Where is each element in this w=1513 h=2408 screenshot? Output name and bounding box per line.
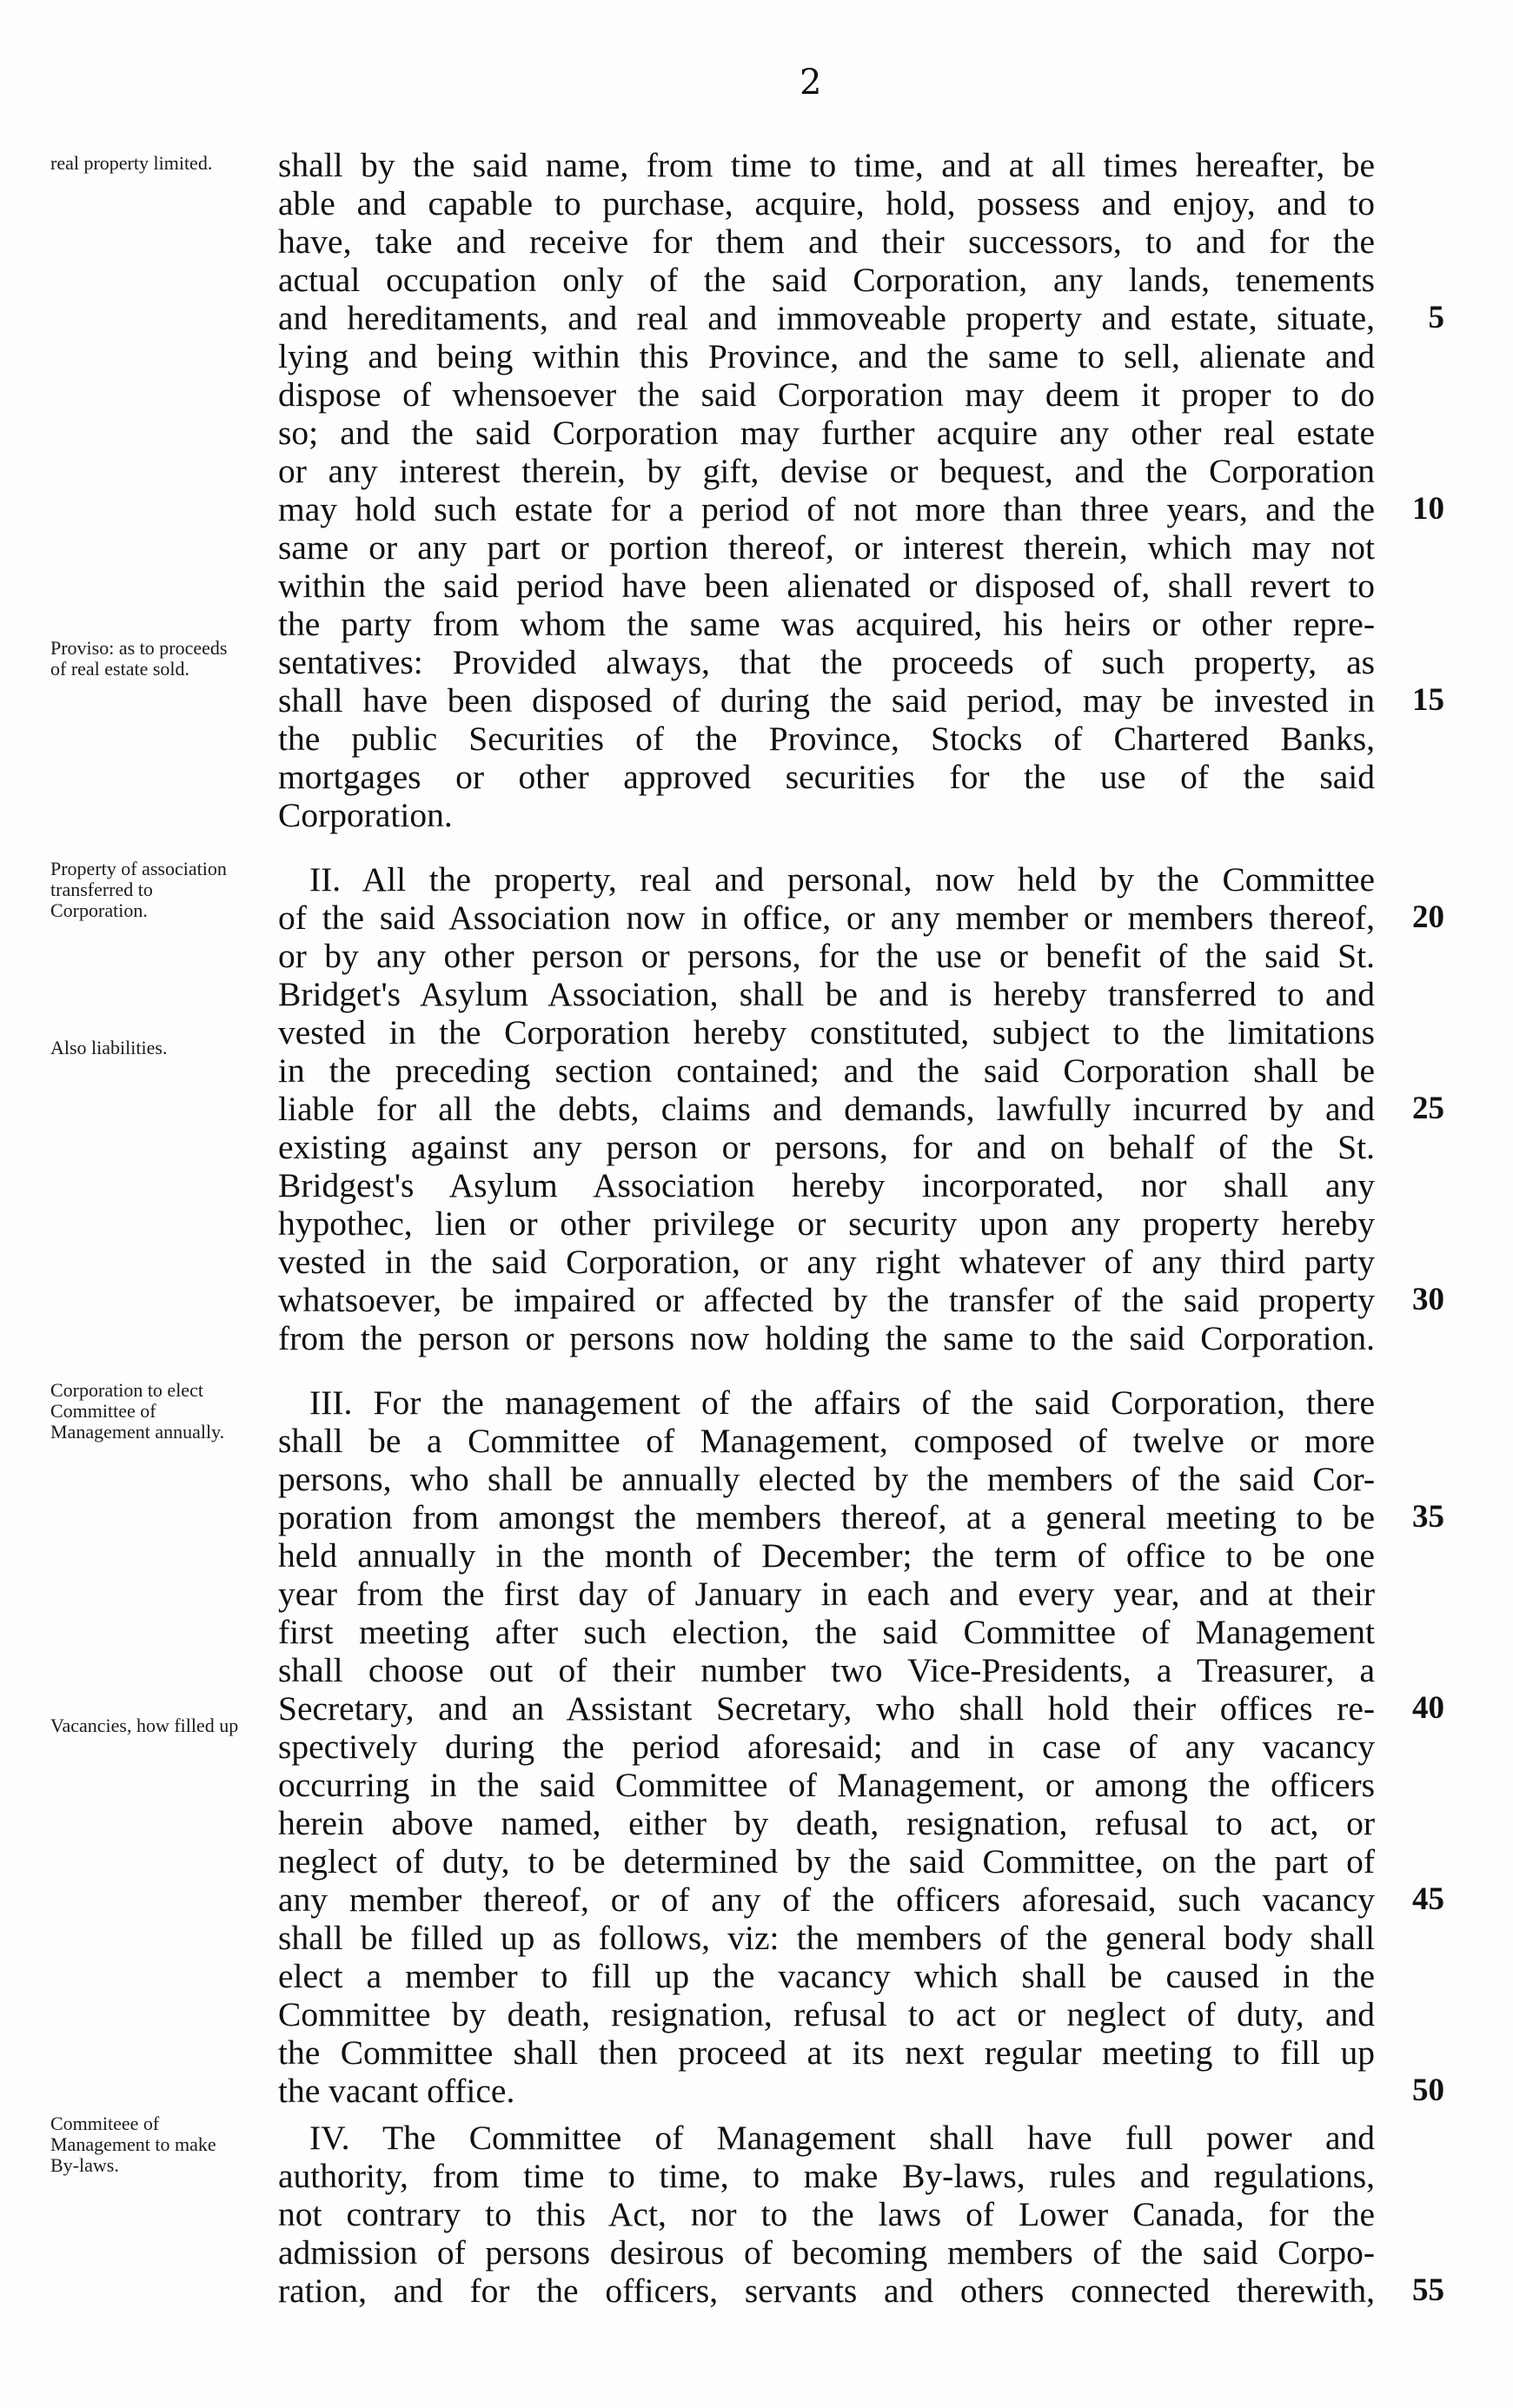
text-line: liable for all the debts, claims and demands, lawfully incurred by and [278,1090,1375,1128]
text-line: so; and the said Corporation may further acquire any other real estate [278,414,1375,452]
line-number: 20 [1412,899,1444,935]
text-line: sentatives: Provided always, that the proceeds of such property, as [278,643,1375,681]
text-line: first meeting after such election, the said Committee of Management [278,1613,1375,1651]
line-number: 50 [1412,2073,1444,2108]
text-line: shall be filled up as follows, viz: the members of the general body shall [278,1919,1375,1957]
text-line: shall by the said name, from time to time, and at all times hereafter, be [278,146,1375,184]
text-line: IV. The Committee of Management shall have full power and [309,2119,1375,2157]
text-line: hypothec, lien or other privilege or security upon any property hereby [278,1204,1375,1243]
margin-note: Also liabilities. [50,1037,168,1058]
text-line: elect a member to fill up the vacancy which shall be caused in the [278,1957,1375,1995]
text-line: any member thereof, or of any of the officers aforesaid, such vacancy [278,1881,1375,1919]
text-line: dispose of whensoever the said Corporation may deem it proper to do [278,375,1375,414]
line-number: 35 [1412,1499,1444,1535]
text-line: vested in the Corporation hereby constituted, subject to the limitations [278,1013,1375,1051]
text-line: may hold such estate for a period of not more than three years, and the [278,490,1375,528]
text-line: in the preceding section contained; and the said Corporation shall be [278,1051,1375,1090]
text-line: from the person or persons now holding the same to the said Corporation. [278,1319,1375,1357]
margin-note: Commiteee of Management to make By-laws. [50,2113,216,2176]
text-line: shall be a Committee of Management, composed of twelve or more [278,1422,1375,1460]
text-line: III. For the management of the affairs of the said Corporation, there [309,1383,1375,1422]
margin-note: Vacancies, how filled up [50,1715,239,1736]
text-line: II. All the property, real and personal, now held by the Committee [309,860,1375,899]
text-line: whatsoever, be impaired or affected by the transfer of the said property [278,1281,1375,1319]
text-line: shall choose out of their number two Vice-Presidents, a Treasurer, a [278,1651,1375,1689]
text-line: Bridgest's Asylum Association hereby incorporated, nor shall any [278,1166,1375,1204]
text-line: the party from whom the same was acquired, his heirs or other repre- [278,605,1375,643]
text-line: Corporation. [278,796,453,834]
text-line: and hereditaments, and real and immoveable property and estate, situate, [278,299,1375,337]
page-number: 2 [800,63,822,103]
line-number: 55 [1412,2272,1444,2308]
text-line: lying and being within this Province, and the same to sell, alienate and [278,337,1375,375]
margin-note: real property limited. [50,152,213,174]
text-line: shall have been disposed of during the said period, may be invested in [278,681,1375,720]
text-line: or any interest therein, by gift, devise or bequest, and the Corporation [278,452,1375,490]
text-line: Secretary, and an Assistant Secretary, who shall hold their offices re- [278,1689,1375,1728]
text-line: mortgages or other approved securities for the use of the said [278,758,1375,796]
text-line: actual occupation only of the said Corporation, any lands, tenements [278,261,1375,299]
line-number: 15 [1412,682,1444,718]
text-line: vested in the said Corporation, or any right whatever of any third party [278,1243,1375,1281]
line-number: 40 [1412,1690,1444,1726]
text-line: authority, from time to time, to make By-laws, rules and regulations, [278,2157,1375,2195]
line-number: 45 [1412,1881,1444,1917]
text-line: ration, and for the officers, servants and others connected therewith, [278,2272,1375,2310]
text-line: Committee by death, resignation, refusal to act or neglect of duty, and [278,1995,1375,2033]
text-line: poration from amongst the members thereof, at a general meeting to be [278,1498,1375,1536]
line-number: 5 [1428,300,1444,335]
text-line: neglect of duty, to be determined by the said Committee, on the part of [278,1842,1375,1881]
text-line: the public Securities of the Province, Stocks of Chartered Banks, [278,720,1375,758]
line-number: 30 [1412,1282,1444,1317]
text-line: year from the first day of January in each and every year, and at their [278,1575,1375,1613]
text-line: not contrary to this Act, nor to the laws of Lower Canada, for the [278,2195,1375,2233]
margin-note: Property of association transferred to Corporation. [50,858,227,921]
text-line: have, take and receive for them and their successors, to and for the [278,222,1375,261]
text-line: the vacant office. [278,2072,515,2110]
margin-note: Proviso: as to proceeds of real estate sold. [50,637,228,680]
text-line: of the said Association now in office, or any member or members thereof, [278,899,1375,937]
text-line: herein above named, either by death, resignation, refusal to act, or [278,1804,1375,1842]
text-line: or by any other person or persons, for the use or benefit of the said St. [278,937,1375,975]
text-line: same or any part or portion thereof, or interest therein, which may not [278,528,1375,567]
line-number: 10 [1412,491,1444,527]
text-line: occurring in the said Committee of Management, or among the officers [278,1766,1375,1804]
text-line: able and capable to purchase, acquire, hold, possess and enjoy, and to [278,184,1375,222]
text-line: Bridget's Asylum Association, shall be and is hereby transferred to and [278,975,1375,1013]
text-line: spectively during the period aforesaid; and in case of any vacancy [278,1728,1375,1766]
text-line: persons, who shall be annually elected by the members of the said Cor- [278,1460,1375,1498]
line-number: 25 [1412,1091,1444,1126]
text-line: admission of persons desirous of becoming members of the said Corpo- [278,2233,1375,2272]
text-line: the Committee shall then proceed at its next regular meeting to fill up [278,2033,1375,2072]
text-line: existing against any person or persons, for and on behalf of the St. [278,1128,1375,1166]
text-line: held annually in the month of December; the term of office to be one [278,1536,1375,1575]
margin-note: Corporation to elect Committee of Management annually. [50,1379,225,1443]
text-line: within the said period have been alienated or disposed of, shall revert to [278,567,1375,605]
